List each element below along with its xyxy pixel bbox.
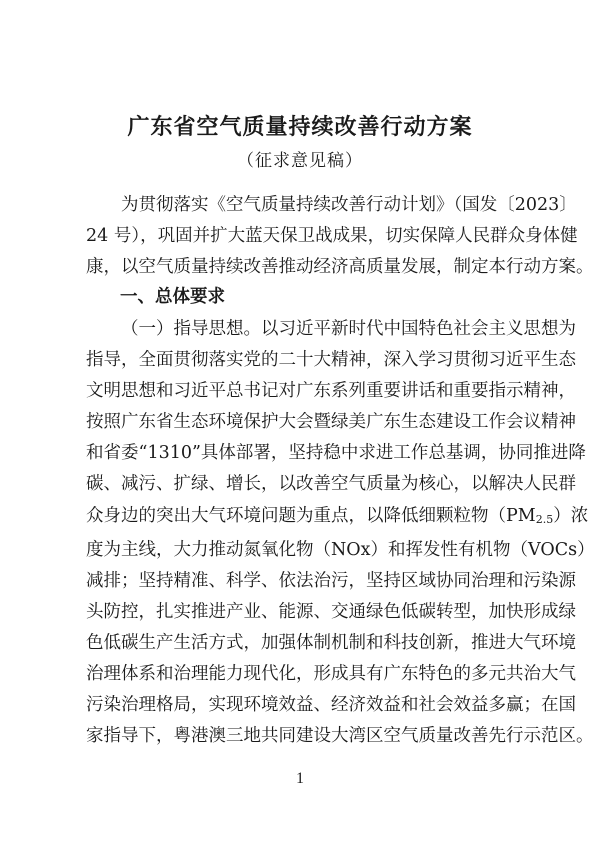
paragraph-line-pm	[86, 501, 589, 535]
paragraph-line: 和省委“1310”具体部署，坚持稳中求进工作总基调，协同推进降	[86, 443, 586, 464]
paragraph-line: 文明思想和习近平总书记对广东系列重要讲话和重要指示精神，	[86, 381, 576, 402]
paragraph-line: 指导，全面贯彻落实党的二十大精神，深入学习贯彻习近平生态	[86, 350, 576, 371]
paragraph-line: 家指导下，粤港澳三地共同建设大湾区空气质量改善先行示范区。	[86, 726, 594, 747]
intro-line: 康，以空气质量持续改善推动经济高质量发展，制定本行动方案。	[86, 257, 594, 278]
section-heading: 一、总体要求	[120, 287, 225, 307]
paragraph-line: 碳、减污、扩绿、增长，以改善空气质量为核心，以解决人民群	[86, 474, 576, 495]
pm-line-tail: ）浓	[553, 505, 589, 526]
page-number: 1	[296, 770, 304, 787]
paragraph-line: 色低碳生产生活方式，加强体制机制和科技创新，推进大气环境	[86, 632, 576, 653]
paragraph-line: 减排；坚持精准、科学、依法治污，坚持区域协同治理和污染源	[86, 570, 576, 591]
document-subtitle: （征求意见稿）	[237, 151, 363, 171]
pm-line-text: 众身边的突出大气环境问题为重点，以降低细颗粒物（PM	[86, 505, 536, 526]
paragraph-line: 按照广东省生态环境保护大会暨绿美广东生态建设工作会议精神	[86, 412, 576, 433]
paragraph-line: （一）指导思想。以习近平新时代中国特色社会主义思想为	[121, 319, 576, 339]
intro-paragraph	[86, 190, 594, 283]
pm-subscript: 2.5	[535, 512, 554, 526]
paragraph-line: 头防控，扎实推进产业、能源、交通绿色低碳转型，加快形成绿	[86, 601, 576, 622]
paragraph-line: 治理体系和治理能力现代化，形成具有广东特色的多元共治大气	[86, 664, 576, 685]
guiding-ideology-paragraph	[86, 314, 595, 752]
intro-line: 为贯彻落实《空气质量持续改善行动计划》（国发〔2023〕	[121, 195, 577, 215]
paragraph-line: 污染治理格局，实现环境效益、经济效益和社会效益多赢；在国	[86, 695, 576, 716]
document-title: 广东省空气质量持续改善行动方案	[127, 114, 473, 140]
paragraph-line: 度为主线，大力推动氮氧化物（NOx）和挥发性有机物（VOCs）	[86, 539, 595, 560]
intro-line: 24 号），巩固并扩大蓝天保卫战成果，切实保障人民群众身体健	[86, 226, 578, 247]
